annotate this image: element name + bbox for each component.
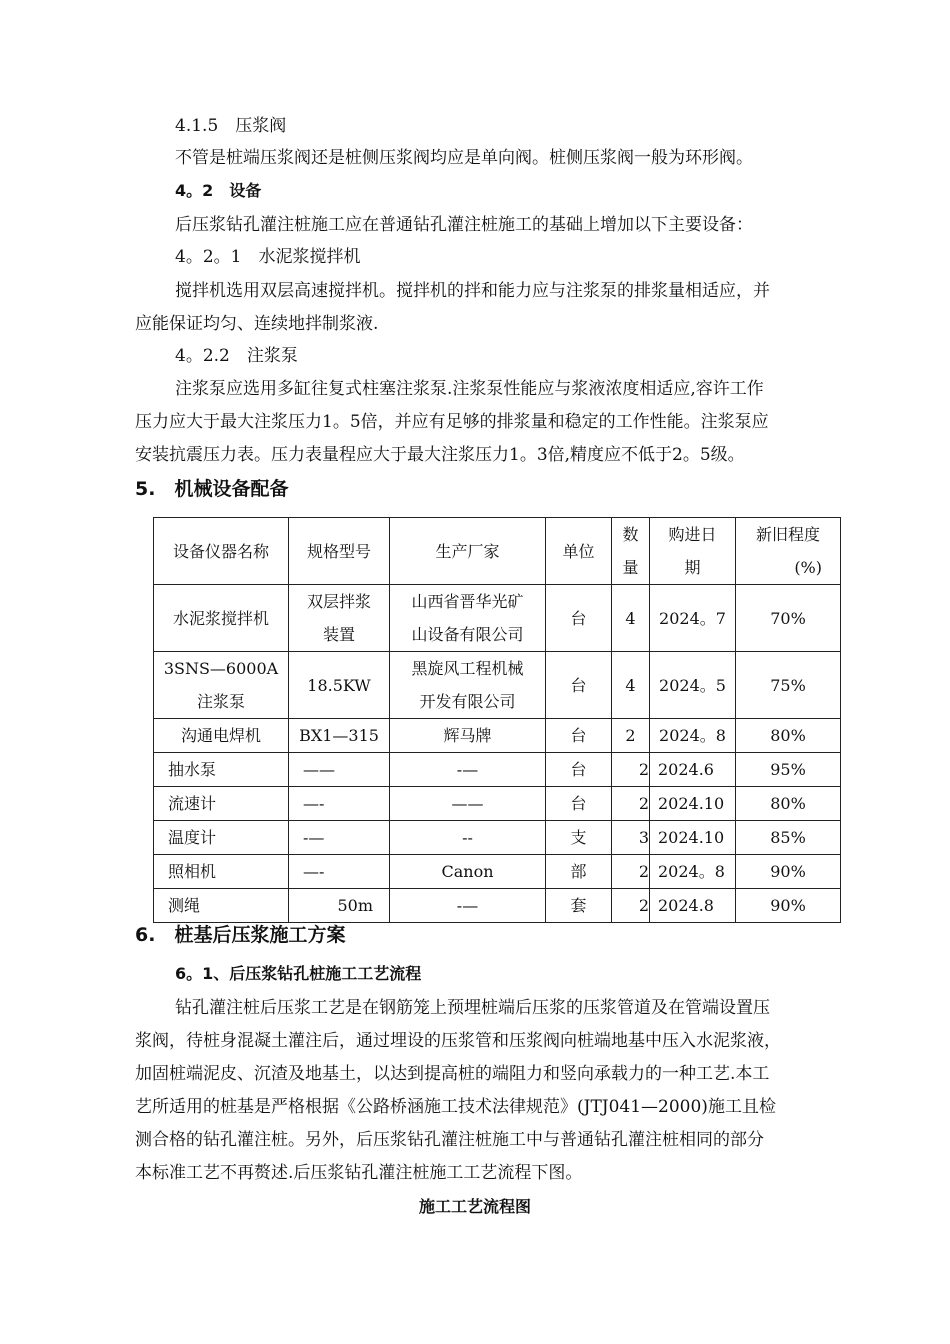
flowchart-caption: 施工工艺流程图 bbox=[418, 1197, 531, 1216]
paragraph-4-1-5-heading: 4.1.5 压浆阀 bbox=[175, 116, 287, 136]
heading-6-1: 6。1、后压浆钻孔桩施工工艺流程 bbox=[175, 964, 422, 983]
paragraph-process-6: 本标准工艺不再赘述.后压浆钻孔灌注桩施工工艺流程下图。 bbox=[135, 1163, 583, 1183]
table-row: 测绳 50m -— 套 2 2024.8 90% bbox=[154, 889, 841, 923]
paragraph-process-2: 浆阀，待桩身混凝土灌注后，通过埋设的压浆管和压浆阀向桩端地基中压入水泥浆液， bbox=[135, 1031, 781, 1051]
table-row: 3SNS—6000A 注浆泵 18.5KW 黑旋风工程机械 开发有限公司 台 4 2024。5 75% bbox=[154, 652, 841, 719]
header-model: 规格型号 bbox=[289, 518, 390, 585]
equipment-table bbox=[153, 517, 841, 923]
paragraph-pump-3: 安装抗震压力表。压力表量程应大于最大注浆压力1。3倍,精度应不低于2。5级。 bbox=[135, 445, 745, 465]
paragraph-process-1: 钻孔灌注桩后压浆工艺是在钢筋笼上预埋桩端后压浆的压浆管道及在管端设置压 bbox=[175, 998, 770, 1018]
paragraph-mixer-1: 搅拌机选用双层高速搅拌机。搅拌机的拌和能力应与注浆泵的排浆量相适应，并 bbox=[175, 281, 770, 301]
paragraph-mixer-2: 应能保证均匀、连续地拌制浆液. bbox=[135, 314, 379, 334]
table-row: 流速计 —- —— 台 2 2024.10 80% bbox=[154, 787, 841, 821]
header-condition: 新旧程度 (%) bbox=[736, 518, 841, 585]
paragraph-pump-2: 压力应大于最大注浆压力1。5倍，并应有足够的排浆量和稳定的工作性能。注浆泵应 bbox=[135, 412, 769, 432]
paragraph-process-4: 艺所适用的桩基是严格根据《公路桥涵施工技术法律规范》(JTJ041—2000)施工且检 bbox=[135, 1097, 776, 1117]
heading-section-6: 6. 桩基后压浆施工方案 bbox=[135, 924, 346, 946]
header-name: 设备仪器名称 bbox=[154, 518, 289, 585]
header-maker: 生产厂家 bbox=[390, 518, 546, 585]
header-unit: 单位 bbox=[546, 518, 612, 585]
header-date: 购进日 期 bbox=[650, 518, 736, 585]
table-row: 沟通电焊机 BX1—315 辉马牌 台 2 2024。8 80% bbox=[154, 719, 841, 753]
header-qty: 数 量 bbox=[612, 518, 650, 585]
paragraph-equipment-intro: 后压浆钻孔灌注桩施工应在普通钻孔灌注桩施工的基础上增加以下主要设备： bbox=[175, 215, 753, 235]
table-row: 抽水泵 —— -— 台 2 2024.6 95% bbox=[154, 753, 841, 787]
table-header-row bbox=[154, 518, 841, 585]
table-row: 照相机 —- Canon 部 2 2024。8 90% bbox=[154, 855, 841, 889]
paragraph-process-5: 测合格的钻孔灌注桩。另外，后压浆钻孔灌注桩施工中与普通钻孔灌注桩相同的部分 bbox=[135, 1130, 764, 1150]
heading-4-2-1: 4。2。1 水泥浆搅拌机 bbox=[175, 247, 361, 267]
heading-4-2-2: 4。2.2 注浆泵 bbox=[175, 346, 298, 366]
paragraph-process-3: 加固桩端泥皮、沉渣及地基土，以达到提高桩的端阻力和竖向承载力的一种工艺.本工 bbox=[135, 1064, 770, 1084]
heading-section-5: 5. 机械设备配备 bbox=[135, 478, 289, 500]
paragraph-pump-1: 注浆泵应选用多缸往复式柱塞注浆泵.注浆泵性能应与浆液浓度相适应,容许工作 bbox=[175, 379, 764, 399]
table-row: 水泥浆搅拌机 双层拌浆 装置 山西省晋华光矿 山设备有限公司 台 4 2024。7 70% bbox=[154, 585, 841, 652]
heading-4-2: 4。2 设备 bbox=[175, 181, 262, 200]
paragraph-valve: 不管是桩端压浆阀还是桩侧压浆阀均应是单向阀。桩侧压浆阀一般为环形阀。 bbox=[175, 148, 753, 168]
table-row: 温度计 -— -- 支 3 2024.10 85% bbox=[154, 821, 841, 855]
